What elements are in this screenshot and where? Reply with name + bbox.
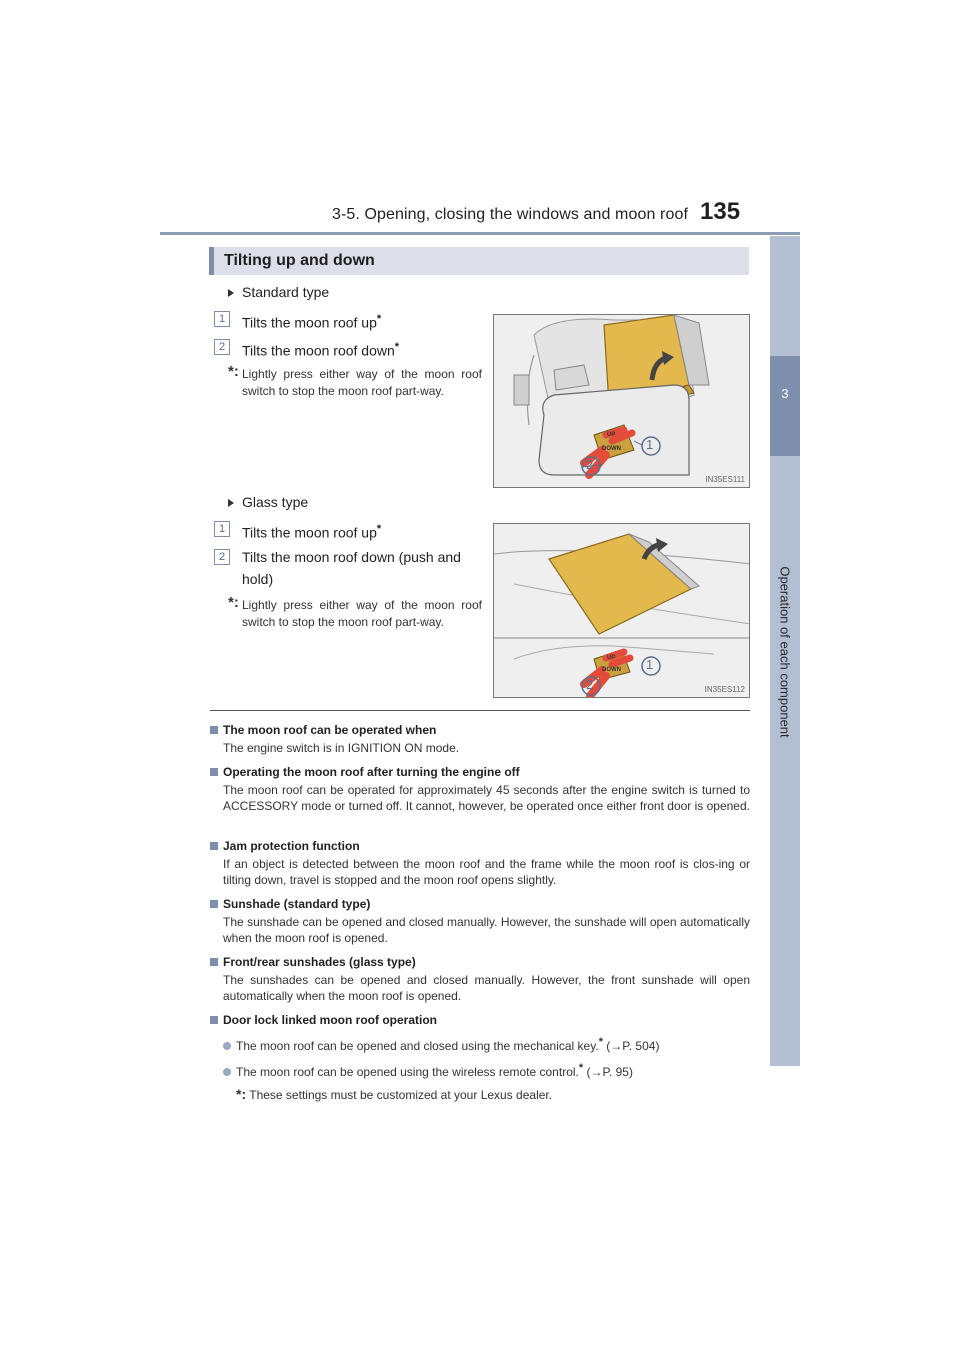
switch-down-label: DOWN: [602, 446, 621, 452]
step-badge: 1: [214, 311, 230, 327]
info-operated-when: The moon roof can be operated when The engine switch is in IGNITION ON mode.: [210, 722, 750, 756]
step-text: Tilts the moon roof up*: [242, 523, 382, 541]
step-text: Tilts the moon roof up*: [242, 313, 382, 331]
footnote: *: Lightly press either way of the moon roof switch to stop the moon roof part-way.: [228, 363, 482, 398]
callout-1: 1: [646, 437, 654, 452]
callout-2: 2: [586, 677, 594, 692]
square-bullet-icon: [210, 958, 218, 966]
step-badge: 2: [214, 549, 230, 565]
round-bullet-icon: [223, 1068, 231, 1076]
info-door-lock-linked: Door lock linked moon roof operation The moon roof can be opened and closed using the mechanical key.* (→P. 504) The moon roof can be opened using the wireless remote control.* (→P. 95) *: These settings must be customized at your Lexus dealer.: [210, 1012, 750, 1103]
running-header: 3-5. Opening, closing the windows and moon roof: [331, 206, 688, 223]
switch-down-label: DOWN: [602, 667, 621, 673]
glass-roof-tilt-illustration: [494, 524, 750, 698]
callout-2: 2: [586, 457, 594, 472]
square-bullet-icon: [210, 842, 218, 850]
square-bullet-icon: [210, 726, 218, 734]
triangle-bullet-icon: [228, 499, 234, 507]
page-number: 135: [700, 198, 741, 225]
standard-type-illustration: [493, 314, 750, 488]
switch-up-label: UP: [607, 432, 616, 438]
square-bullet-icon: [210, 1016, 218, 1024]
step-badge: 2: [214, 339, 230, 355]
square-bullet-icon: [210, 768, 218, 776]
square-bullet-icon: [210, 900, 218, 908]
footnote: *: Lightly press either way of the moon roof switch to stop the moon roof part-way.: [228, 594, 482, 629]
info-sunshade-standard: Sunshade (standard type) The sunshade can be opened and closed manually. However, the sunshade will open automatically when the moon roof is opened.: [210, 896, 750, 946]
moon-roof-tilt-illustration: [494, 315, 750, 488]
info-jam-protection: Jam protection function If an object is detected between the moon roof and the frame while the moon roof is clos-ing or tilting down, travel is stopped and the moon roof opens slightly.: [210, 838, 750, 888]
section-divider: [210, 710, 750, 711]
triangle-bullet-icon: [228, 289, 234, 297]
glass-type-label: Glass type: [228, 494, 308, 510]
glass-type-illustration: [493, 523, 750, 698]
info-sunshade-glass: Front/rear sunshades (glass type) The sunshades can be opened and closed manually. However, the front sunshade will open automatically when the moon roof is opened.: [210, 954, 750, 1004]
chapter-label: Operation of each component: [777, 566, 793, 738]
illustration-code: IN35ES111: [705, 475, 745, 484]
illustration-code: IN35ES112: [704, 685, 745, 694]
chapter-number: 3: [770, 356, 800, 456]
callout-1: 1: [646, 657, 654, 672]
switch-up-label: UP: [607, 655, 616, 661]
header-rule: [160, 232, 800, 235]
step-text: Tilts the moon roof down*: [242, 341, 400, 359]
info-after-engine-off: Operating the moon roof after turning the engine off The moon roof can be operated for approximately 45 seconds after the engine switch is turned to ACCESSORY mode or turned off. It cannot, however, be operated once either front door is opened.: [210, 764, 750, 814]
step-text: Tilts the moon roof down (push and hold): [242, 549, 461, 587]
footnote: *: These settings must be customized at your Lexus dealer.: [236, 1086, 553, 1102]
step-badge: 1: [214, 521, 230, 537]
section-heading: Tilting up and down: [209, 247, 749, 275]
standard-type-label: Standard type: [228, 284, 329, 300]
round-bullet-icon: [223, 1042, 231, 1050]
